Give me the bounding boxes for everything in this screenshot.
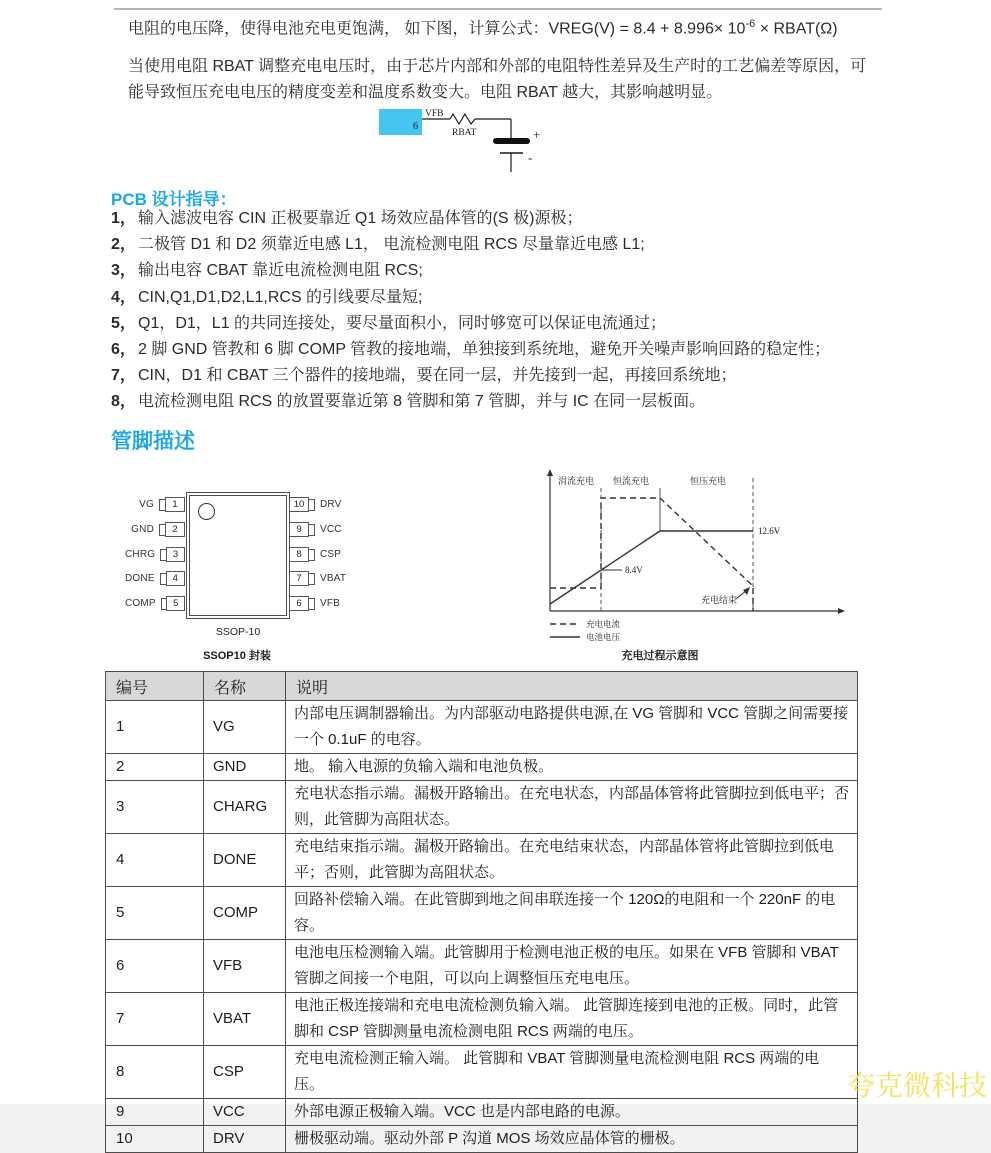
pin-vbat [289, 570, 351, 587]
pin-csp [289, 546, 346, 563]
ic-package-body [189, 495, 287, 616]
vfb-net-label: VFB [425, 109, 444, 119]
pin-vfb [289, 595, 345, 612]
circuit-schematic-icon [378, 106, 573, 178]
table-row [106, 834, 858, 887]
pin-number-box: 9 [289, 522, 309, 537]
pcb-item-number: 5， [111, 314, 136, 332]
pin-name-cell: CHARG [204, 781, 286, 834]
table-row [106, 993, 858, 1046]
pcb-item-number: 2， [111, 236, 136, 254]
pcb-guide-item [111, 311, 881, 337]
pin-description-cell: 地。 输入电源的负输入端和电池负极。 [286, 754, 858, 781]
pin-description-cell: 电池电压检测输入端。此管脚用于检测电池正极的电压。如果在 VFB 管脚和 VBAT 管脚之间接一个电阻，可以向上调整恒压充电电压。 [286, 940, 858, 993]
pin-name-cell: GND [204, 754, 286, 781]
pin-number-cell: 3 [106, 781, 204, 834]
legend-current-label: 充电电流 [586, 619, 621, 629]
pin-name-label: VBAT [320, 573, 347, 584]
header-name: 名称 [204, 672, 286, 701]
voltage-84-label: 8.4V [625, 565, 643, 575]
pin-number-cell: 8 [106, 1046, 204, 1099]
legend-voltage-label: 电池电压 [586, 632, 621, 642]
table-row [106, 940, 858, 993]
top-divider [114, 8, 882, 10]
pin-table [105, 671, 858, 1153]
charge-end-arrow-icon [743, 587, 750, 595]
pin-number-box: 6 [289, 596, 309, 611]
pin-name-cell: COMP [204, 887, 286, 940]
pcb-item-text: CIN，D1 和 CBAT 三个器件的接地端，要在同一层，并先接到一起，再接回系统地； [138, 367, 737, 385]
pcb-item-number: 3， [111, 262, 136, 280]
charging-chart-svg [538, 466, 870, 654]
pcb-guide-item [111, 258, 881, 284]
pcb-item-number: 1， [111, 210, 136, 227]
pin-description-cell: 充电电流检测正输入端。 此管脚和 VBAT 管脚测量电流检测电阻 RCS 两端的电压。 [286, 1046, 858, 1099]
ic-pin-number: 6 [413, 121, 418, 132]
table-row [106, 1126, 858, 1153]
pin-description-cell: 充电状态指示端。漏极开路输出。在充电状态，内部晶体管将此管脚拉到低电平；否则，此管脚为高阻状态。 [286, 781, 858, 834]
pcb-item-text: CIN,Q1,D1,D2,L1,RCS 的引线要尽量短; [138, 288, 423, 306]
pin-number-cell: 6 [106, 940, 204, 993]
pin-number-box: 7 [289, 571, 309, 586]
pin-number-box: 8 [289, 547, 309, 562]
watermark-text: 夸克微科技 [847, 1070, 988, 1101]
pin-number-box: 10 [289, 497, 309, 512]
pin-vg [120, 496, 185, 513]
pin-gnd [120, 521, 185, 538]
pcb-guide-item [111, 285, 881, 311]
pcb-item-text: 电流检测电阻 RCS 的放置要靠近第 8 管脚和第 7 管脚，并与 IC 在同一层板面。 [138, 393, 706, 411]
pin-description-cell: 外部电源正极输入端。VCC 也是内部电路的电源。 [286, 1099, 858, 1126]
pin-number-box: 4 [166, 571, 185, 586]
pin-number-cell: 9 [106, 1099, 204, 1126]
table-row [106, 1099, 858, 1126]
pcb-item-number: 7， [111, 367, 136, 385]
pin-name-label: VFB [320, 598, 341, 609]
pinout-figure [120, 485, 430, 645]
pcb-item-text: 输出电容 CBAT 靠近电流检测电阻 RCS; [138, 262, 423, 280]
pin-number-box: 3 [166, 547, 185, 562]
voltage-126-label: 12.6V [758, 526, 781, 536]
pin-chrg [120, 546, 185, 563]
pin-name-label: DONE [125, 573, 155, 584]
pin-name-cell: DRV [204, 1126, 286, 1153]
table-row [106, 781, 858, 834]
package-type-label: SSOP-10 [215, 626, 261, 638]
formula-exponent: -6 [745, 18, 756, 30]
formula-paragraph [128, 12, 918, 41]
pin-lead-icon [308, 524, 315, 536]
pin-number-cell: 1 [106, 701, 204, 754]
pin-comp [120, 595, 185, 612]
pin-number-cell: 7 [106, 993, 204, 1046]
battery-minus-sign: - [528, 150, 533, 165]
pcb-item-number: 8， [111, 393, 136, 411]
pcb-guide-heading: PCB 设计指导： [111, 190, 237, 209]
pin-number-cell: 2 [106, 754, 204, 781]
pin-description-cell: 栅极驱动端。驱动外部 P 沟道 MOS 场效应晶体管的栅极。 [286, 1126, 858, 1153]
pin-number-cell: 5 [106, 887, 204, 940]
pin-drv [289, 496, 347, 513]
pin-name-label: GND [131, 524, 154, 535]
header-description: 说明 [286, 672, 858, 701]
pin1-marker-icon [198, 503, 215, 520]
battery-plus-sign: + [533, 127, 541, 142]
table-row [106, 887, 858, 940]
chart-figure-caption: 充电过程示意图 [621, 650, 699, 662]
pcb-guide-list [111, 206, 881, 416]
resistor-icon [450, 114, 475, 124]
x-axis-arrow-icon [838, 608, 845, 614]
pin-table-header-row [106, 672, 858, 701]
ic-package-outline [186, 492, 290, 619]
pin-description-heading: 管脚描述 [111, 430, 195, 453]
table-row [106, 1046, 858, 1099]
rbat-note-paragraph: 当使用电阻 RBAT 调整充电电压时，由于芯片内部和外部的电阻特性差异及生产时的工艺偏差等原因，可能导致恒压充电电压的精度变差和温度系数变大。电阻 RBAT 越大，其影响越明显。 [128, 58, 867, 101]
resistor-label: RBAT [452, 128, 477, 138]
pin-name-cell: VFB [204, 940, 286, 993]
pcb-item-text: 输入滤波电容 CIN 正极要靠近 Q1 场效应晶体管的(S 极)源极； [138, 210, 583, 227]
package-figure-caption: SSOP10 封装 [203, 650, 271, 662]
pcb-guide-item [111, 389, 881, 415]
pin-name-cell: DONE [204, 834, 286, 887]
region-cv-label: 恒压充电 [689, 476, 727, 486]
pcb-item-text: Q1，D1，L1 的共同连接处，要尽量面积小，同时够宽可以保证电流通过； [138, 314, 667, 332]
pin-lead-icon [308, 573, 315, 585]
table-row [106, 754, 858, 781]
pin-description-cell: 内部电压调制器输出。为内部驱动电路提供电源,在 VG 管脚和 VCC 管脚之间需要接一个 0.1uF 的电容。 [286, 701, 858, 754]
pcb-item-number: 4， [111, 288, 136, 306]
charge-end-label: 充电结束 [700, 595, 738, 605]
pin-description-cell: 电池正极连接端和充电电流检测负输入端。 此管脚连接到电池的正极。同时，此管脚和 CSP 管脚测量电流检测电阻 RCS 两端的电压。 [286, 993, 858, 1046]
pin-name-cell: VG [204, 701, 286, 754]
pcb-guide-item [111, 337, 881, 363]
pin-table-body [106, 701, 858, 1153]
pin-number-cell: 4 [106, 834, 204, 887]
region-cc-label: 恒流充电 [612, 476, 650, 486]
pin-vcc [289, 521, 347, 538]
formula-text-suffix: × RBAT(Ω) [755, 20, 838, 38]
y-axis-arrow-icon [547, 469, 553, 476]
pcb-guide-item [111, 232, 881, 258]
pcb-guide-item [111, 363, 881, 389]
pcb-guide-item [111, 206, 881, 232]
region-trickle-label: 涓流充电 [557, 476, 595, 486]
pin-name-label: CHRG [125, 549, 156, 560]
pin-name-cell: VBAT [204, 993, 286, 1046]
pin-number-box: 2 [165, 522, 185, 537]
pin-number-cell: 10 [106, 1126, 204, 1153]
pcb-item-text: 二极管 D1 和 D2 须靠近电感 L1， 电流检测电阻 RCS 尽量靠近电感 L1; [138, 236, 645, 254]
pin-name-label: VCC [320, 524, 342, 535]
battery-positive-plate-icon [493, 138, 530, 144]
pin-name-label: VG [139, 499, 154, 510]
formula-text-prefix: 电阻的电压降，使得电池充电更饱满， 如下图，计算公式：VREG(V) = 8.4 + 8.996× 10 [128, 20, 746, 38]
vfb-rbat-circuit-figure [378, 106, 573, 178]
table-row [106, 701, 858, 754]
header-number: 编号 [106, 672, 204, 701]
pcb-item-number: 6， [111, 341, 136, 359]
pin-description-cell: 充电结束指示端。漏极开路输出。在充电结束状态，内部晶体管将此管脚拉到低电平；否则，此管脚为高阻状态。 [286, 834, 858, 887]
pin-done [120, 570, 185, 587]
pin-lead-icon [308, 499, 315, 511]
pin-number-box: 1 [165, 497, 185, 512]
pin-lead-icon [308, 549, 315, 561]
pin-name-label: COMP [125, 598, 156, 609]
pin-name-cell: VCC [204, 1099, 286, 1126]
charging-process-chart [538, 466, 870, 654]
pin-name-cell: CSP [204, 1046, 286, 1099]
battery-voltage-curve [550, 531, 753, 604]
pin-name-label: CSP [320, 549, 342, 560]
pin-number-box: 5 [166, 596, 185, 611]
pcb-item-text: 2 脚 GND 管教和 6 脚 COMP 管教的接地端，单独接到系统地，避免开关噪声影响回路的稳定性； [138, 341, 831, 359]
pin-name-label: DRV [320, 499, 342, 510]
pin-lead-icon [308, 598, 315, 610]
pin-description-cell: 回路补偿输入端。在此管脚到地之间串联连接一个 120Ω的电阻和一个 220nF 的电容。 [286, 887, 858, 940]
